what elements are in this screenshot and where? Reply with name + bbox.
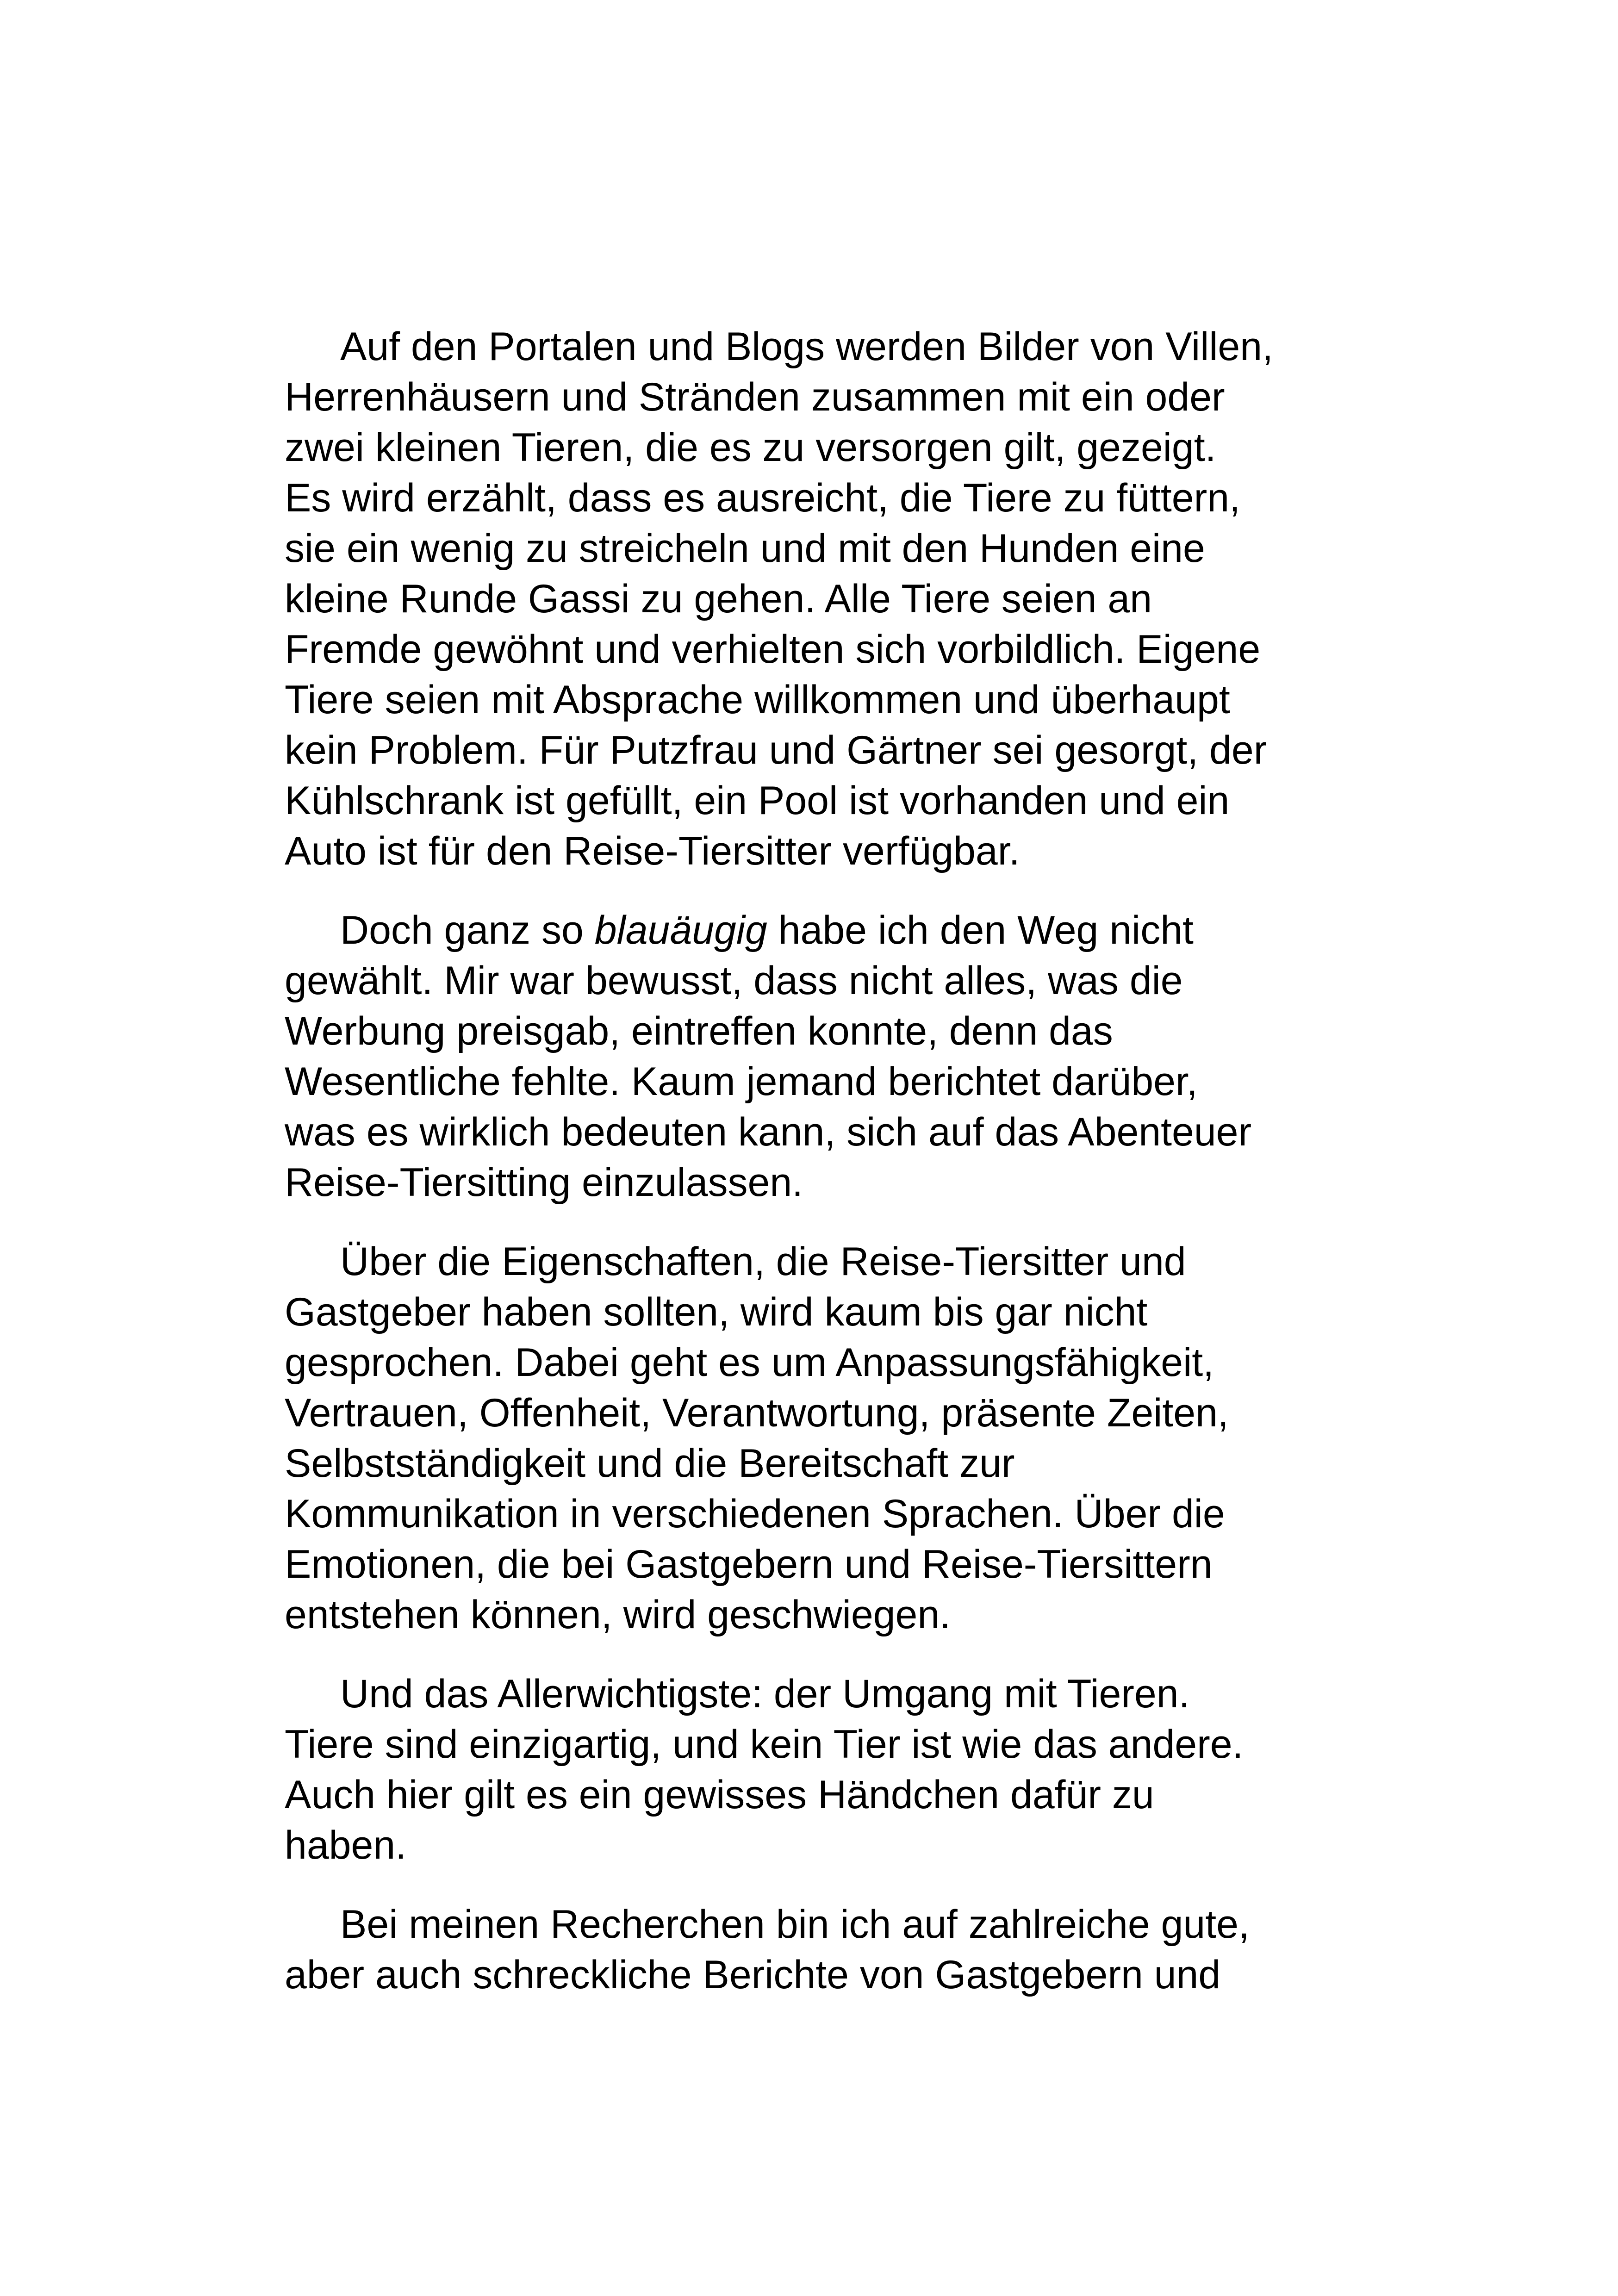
text-line: Tiere seien mit Absprache willkommen und überhaupt <box>285 678 1230 722</box>
text-line: Herrenhäusern und Stränden zusammen mit ein oder <box>285 375 1225 419</box>
text-line: Auto ist für den Reise-Tiersitter verfügbar. <box>285 829 1020 873</box>
text-line: Wesentliche fehlte. Kaum jemand berichtet darüber, <box>285 1059 1198 1104</box>
text-line: sie ein wenig zu streicheln und mit den Hunden eine <box>285 526 1205 571</box>
text-line: Es wird erzählt, dass es ausreicht, die Tiere zu füttern, <box>285 476 1240 520</box>
text-line: haben. <box>285 1823 407 1867</box>
text-line: was es wirklich bedeuten kann, sich auf das Abenteuer <box>285 1110 1252 1154</box>
text-line <box>285 905 1358 956</box>
text-line: Kühlschrank ist gefüllt, ein Pool ist vorhanden und ein <box>285 778 1230 823</box>
text-line: Und das Allerwichtigste: der Umgang mit Tieren. <box>340 1672 1190 1716</box>
text-line: Fremde gewöhnt und verhielten sich vorbildlich. Eigene <box>285 627 1261 672</box>
text-line: Über die Eigenschaften, die Reise-Tiersitter und <box>340 1239 1186 1284</box>
paragraph-3 <box>285 1237 1358 1640</box>
text-line: entstehen können, wird geschwiegen. <box>285 1593 951 1637</box>
text-line: Kommunikation in verschiedenen Sprachen. Über die <box>285 1492 1225 1536</box>
text-line: Emotionen, die bei Gastgebern und Reise-Tiersittern <box>285 1542 1213 1587</box>
text-line: Bei meinen Recherchen bin ich auf zahlreiche gute, <box>340 1902 1250 1947</box>
body-text <box>285 322 1358 2029</box>
text-line: Reise-Tiersitting einzulassen. <box>285 1160 803 1205</box>
text-line: zwei kleinen Tieren, die es zu versorgen gilt, gezeigt. <box>285 425 1216 470</box>
paragraph-5 <box>285 1899 1358 2000</box>
text-line: Auch hier gilt es ein gewisses Händchen dafür zu <box>285 1773 1154 1817</box>
text-line: kein Problem. Für Putzfrau und Gärtner sei gesorgt, der <box>285 728 1267 772</box>
text-line: kleine Runde Gassi zu gehen. Alle Tiere seien an <box>285 577 1152 621</box>
text-line: Auf den Portalen und Blogs werden Bilder von Villen, <box>340 324 1273 369</box>
text-line: Vertrauen, Offenheit, Verantwortung, präsente Zeiten, <box>285 1391 1229 1435</box>
text-line: gesprochen. Dabei geht es um Anpassungsfähigkeit, <box>285 1340 1214 1385</box>
text-line: Werbung preisgab, eintreffen konnte, denn das <box>285 1009 1113 1053</box>
text-line: aber auch schreckliche Berichte von Gastgebern und <box>285 1953 1221 1997</box>
paragraph-1 <box>285 322 1358 877</box>
text-line: Tiere sind einzigartig, und kein Tier ist wie das andere. <box>285 1722 1244 1767</box>
text-line: gewählt. Mir war bewusst, dass nicht alles, was die <box>285 958 1183 1003</box>
emphasized-word: blauäugig <box>594 908 767 952</box>
text-line: Gastgeber haben sollten, wird kaum bis gar nicht <box>285 1290 1148 1334</box>
text-line: Selbstständigkeit und die Bereitschaft zur <box>285 1441 1015 1486</box>
paragraph-4 <box>285 1669 1358 1871</box>
text-run: habe ich den Weg nicht <box>767 908 1194 952</box>
text-run: Doch ganz so <box>340 908 595 952</box>
paragraph-2 <box>285 905 1358 1208</box>
